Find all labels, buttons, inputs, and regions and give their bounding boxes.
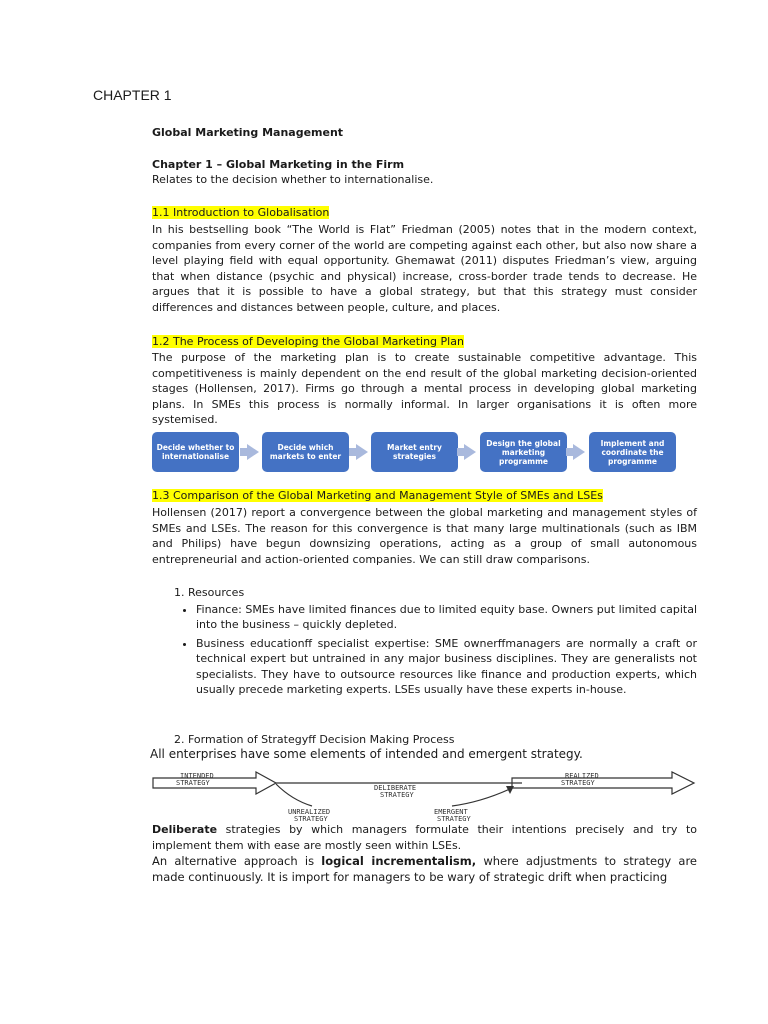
- emergent-curve: [452, 788, 512, 806]
- section-heading-1-1: [152, 206, 697, 221]
- deliberate-label-2: STRATEGY: [380, 791, 414, 799]
- bullet-finance: • Finance: SMEs have limited finances due to limited equity base. Owners put limited capital into the business – quickly depleted.: [196, 602, 697, 633]
- doc-title: Global Marketing Management: [152, 126, 344, 139]
- closing-para-1-text: strategies by which managers formulate their intentions precisely and try to implement them with ease are mostly seen within LSEs.: [152, 823, 697, 852]
- emergent-label-2: STRATEGY: [437, 815, 471, 823]
- flow-step-1: Decide whether to internationalise: [152, 432, 239, 472]
- numbered-item-1: [152, 585, 697, 600]
- flow-step-4: Design the global marketing programme: [480, 432, 567, 472]
- flow-step-5: Implement and coordinate the programme: [589, 432, 676, 472]
- realized-arrow: [512, 772, 694, 794]
- section-heading-1-3: [152, 489, 697, 504]
- closing-para-2-start: An alternative approach is: [152, 854, 322, 868]
- deliberate-label: DELIBERATE: [374, 784, 417, 792]
- section-heading-1-2: [152, 335, 697, 350]
- unrealized-label-2: STRATEGY: [294, 815, 328, 823]
- numbered-item-2: [152, 732, 697, 747]
- emergent-label: EMERGENT: [434, 808, 468, 816]
- list-item: 2. Formation of Strategyff Decision Making Process: [188, 732, 697, 747]
- flow-step-2: Decide which markets to enter: [262, 432, 349, 472]
- section-para-1-1: In his bestselling book “The World is Flat” Friedman (2005) notes that in the modern context, companies from every corner of the world are competing against each other, but also now share a level playing field with equal opportunity. Ghemawat (2011) disputes Friedman’s view, arguing that when distance (psychic and physical) increase, cross-border trade tends to decrease. He argues that it is possible to have a global strategy, but that this strategy must consider differences and distances between people, culture, and places.: [152, 223, 697, 314]
- section-para-1-2: The purpose of the marketing plan is to create sustainable competitive advantage. This competitiveness is mainly dependent on the end result of the global marketing decision-oriented stages (Hollensen, 2017). Firms go through a mental process in developing global marketing plans. In SMEs this process is normally informal. In larger organisations it is often more systemised.: [152, 351, 697, 427]
- intended-arrow: [153, 772, 276, 794]
- chapter-label: CHAPTER 1: [93, 87, 172, 103]
- closing-para-1: [152, 822, 697, 853]
- flow-arrow-icon: [247, 444, 259, 460]
- highlight-1-3: 1.3 Comparison of the Global Marketing and Management Style of SMEs and LSEs: [152, 489, 603, 502]
- flow-arrow-icon: [573, 444, 585, 460]
- intended-label-2: STRATEGY: [176, 779, 210, 787]
- logical-incrementalism-term: logical incrementalism,: [321, 854, 477, 868]
- flow-arrow-icon: [356, 444, 368, 460]
- closing-para-2: [152, 854, 697, 885]
- chapter-heading: Chapter 1 – Global Marketing in the Firm: [152, 158, 405, 171]
- deliberate-term: Deliberate: [152, 823, 218, 836]
- realized-label: REALIZED: [565, 772, 599, 780]
- chapter-subtitle: Relates to the decision whether to internationalise.: [152, 173, 434, 186]
- unrealized-curve: [276, 784, 312, 806]
- bullet-business-education: • Business educationff specialist expertise: SME ownerffmanagers are normally a craft or technical expert but untrained in any major business disciplines. They are generalists not specialists. They have to outsource resources like finance and production experts, which usually precede marketing experts. LSEs usually have these experts in-house.: [196, 636, 697, 698]
- strategy-diagram: [152, 764, 697, 826]
- bullet-list: [152, 602, 697, 700]
- section-para-1-3: Hollensen (2017) report a convergence between the global marketing and management styles of SMEs and LSEs. The reason for this convergence is that many large multinationals (such as IBM and Philips) have begun downsizing operations, acting as a group of small autonomous entrepreneurial and action-oriented companies. We can still draw comparisons.: [152, 506, 697, 566]
- emergent-intro: All enterprises have some elements of intended and emergent strategy.: [150, 747, 583, 761]
- unrealized-label: UNREALIZED: [288, 808, 331, 816]
- realized-label-2: STRATEGY: [561, 779, 595, 787]
- list-item: 1. Resources: [188, 585, 697, 600]
- highlight-1-2: 1.2 The Process of Developing the Global Marketing Plan: [152, 335, 464, 348]
- highlight-1-1: 1.1 Introduction to Globalisation: [152, 206, 330, 219]
- flow-step-3: Market entry strategies: [371, 432, 458, 472]
- intended-label: INTENDED: [180, 772, 214, 780]
- flow-arrow-icon: [464, 444, 476, 460]
- closing-para-2-text: where adjustments to strategy are made continuously. It is import for managers to be wary of strategic drift when practicing: [152, 854, 697, 884]
- process-flow-diagram: [152, 432, 672, 472]
